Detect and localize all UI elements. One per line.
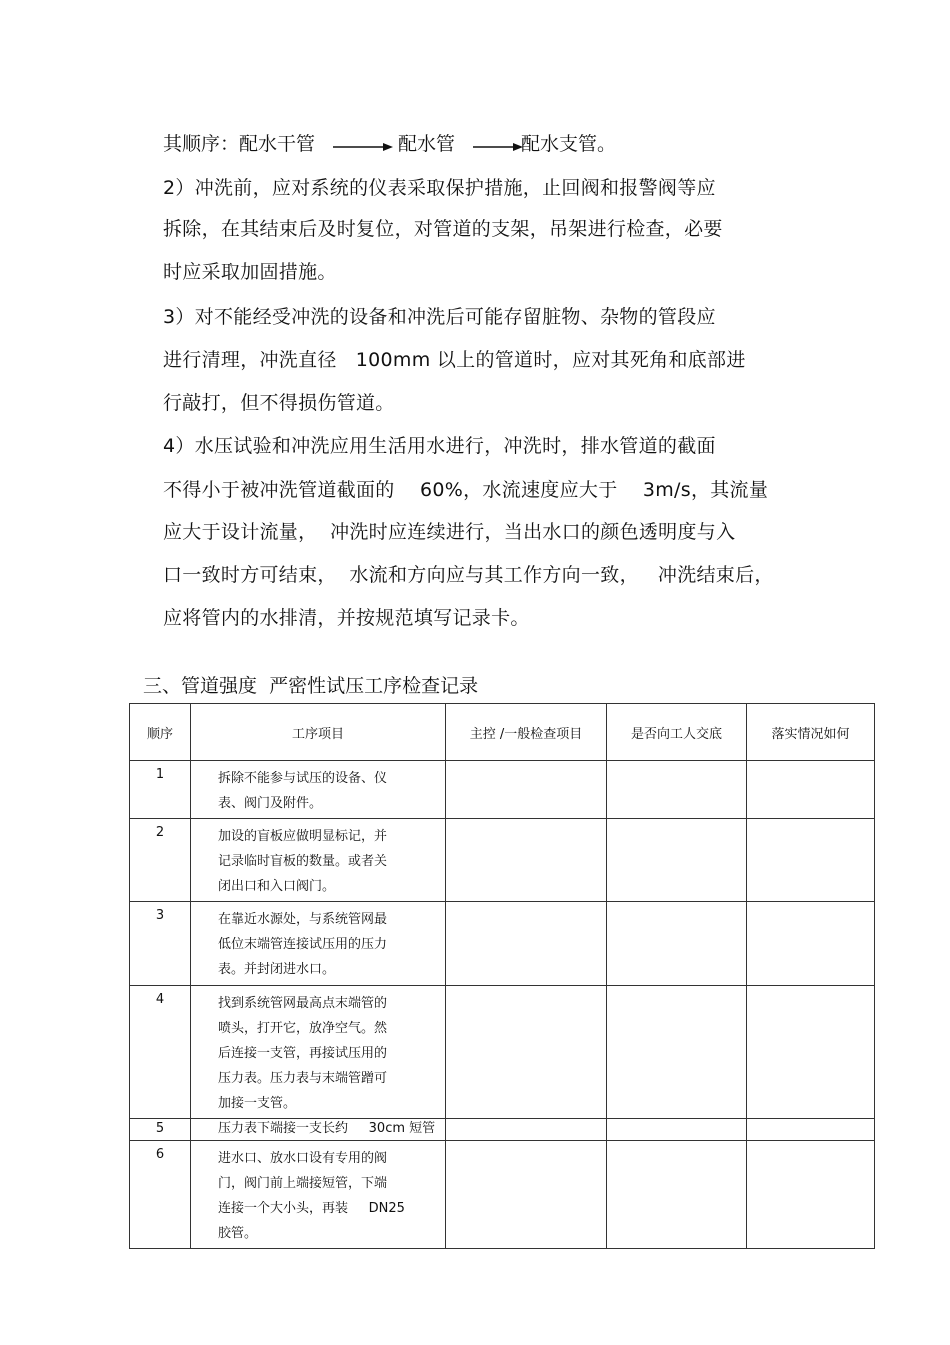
row-description: 找到系统管网最高点末端管的 喷头，打开它，放净空气。然 后连接一支管，再接试压用的 压力表。压力表与末端管蹭可 加接一支管。 — [191, 986, 446, 1119]
cell-briefed — [607, 1141, 747, 1249]
section-title: 三、管道强度 严密性试压工序检查记录 — [143, 675, 479, 697]
row-number: 2 — [130, 819, 191, 902]
paragraph-line: 应大于设计流量， 冲洗时应连续进行，当出水口的颜色透明度与入 — [163, 521, 736, 543]
header-briefed: 是否向工人交底 — [607, 704, 747, 761]
row-number: 3 — [130, 902, 191, 986]
paragraph-line: 时应采取加固措施。 — [163, 261, 337, 283]
header-process-item: 工序项目 — [191, 704, 446, 761]
cell-check — [446, 761, 607, 819]
paragraph-line: 不得小于被冲洗管道截面的 60%，水流速度应大于 3m/s，其流量 — [163, 479, 769, 501]
cell-check — [446, 902, 607, 986]
paragraph-line: 4）水压试验和冲洗应用生活用水进行，冲洗时，排水管道的截面 — [163, 435, 716, 457]
row-number: 6 — [130, 1141, 191, 1249]
cell-check — [446, 819, 607, 902]
flow-end: 配水支管。 — [521, 133, 617, 155]
flow-middle: 配水管 — [398, 133, 456, 155]
row-number: 1 — [130, 761, 191, 819]
arrow-right-icon — [473, 143, 523, 151]
table-row — [130, 1141, 875, 1249]
cell-briefed — [607, 986, 747, 1119]
inspection-table — [129, 703, 875, 1249]
paragraph-line: 应将管内的水排清，并按规范填写记录卡。 — [163, 607, 530, 629]
cell-check — [446, 1141, 607, 1249]
paragraph-line: 拆除，在其结束后及时复位，对管道的支架，吊架进行检查，必要 — [163, 218, 723, 240]
cell-briefed — [607, 761, 747, 819]
paragraph-line: 行敲打，但不得损伤管道。 — [163, 392, 395, 414]
cell-implementation — [747, 1141, 875, 1249]
row-description: 加设的盲板应做明显标记，并 记录临时盲板的数量。或者关 闭出口和入口阀门。 — [191, 819, 446, 902]
table-header-row — [130, 704, 875, 761]
cell-implementation — [747, 902, 875, 986]
header-implementation: 落实情况如何 — [747, 704, 875, 761]
table-row — [130, 902, 875, 986]
arrow-right-icon — [333, 143, 393, 151]
cell-briefed — [607, 902, 747, 986]
cell-implementation — [747, 1119, 875, 1141]
row-number: 4 — [130, 986, 191, 1119]
row-description: 压力表下端接一支长约 30cm 短管 — [191, 1119, 446, 1141]
cell-briefed — [607, 1119, 747, 1141]
paragraph-line: 进行清理，冲洗直径 100mm 以上的管道时，应对其死角和底部进 — [163, 349, 746, 371]
table-row — [130, 761, 875, 819]
header-check-item: 主控 /一般检查项目 — [446, 704, 607, 761]
row-description: 在靠近水源处，与系统管网最 低位末端管连接试压用的压力 表。并封闭进水口。 — [191, 902, 446, 986]
cell-briefed — [607, 819, 747, 902]
paragraph-line: 2）冲洗前，应对系统的仪表采取保护措施，止回阀和报警阀等应 — [163, 177, 716, 199]
cell-implementation — [747, 761, 875, 819]
cell-check — [446, 986, 607, 1119]
row-description: 拆除不能参与试压的设备、仪 表、阀门及附件。 — [191, 761, 446, 819]
table-row — [130, 986, 875, 1119]
paragraph-line: 3）对不能经受冲洗的设备和冲洗后可能存留脏物、杂物的管段应 — [163, 306, 716, 328]
table-row — [130, 819, 875, 902]
paragraph-line: 口一致时方可结束， 水流和方向应与其工作方向一致， 冲洗结束后， — [163, 564, 774, 586]
table-row — [130, 1119, 875, 1141]
row-description: 进水口、放水口设有专用的阀 门，阀门前上端接短管，下端 连接一个大小头，再装 DN25 胶管。 — [191, 1141, 446, 1249]
header-order: 顺序 — [130, 704, 191, 761]
cell-implementation — [747, 819, 875, 902]
row-number: 5 — [130, 1119, 191, 1141]
flow-prefix: 其顺序：配水干管 — [163, 133, 316, 155]
cell-implementation — [747, 986, 875, 1119]
cell-check — [446, 1119, 607, 1141]
